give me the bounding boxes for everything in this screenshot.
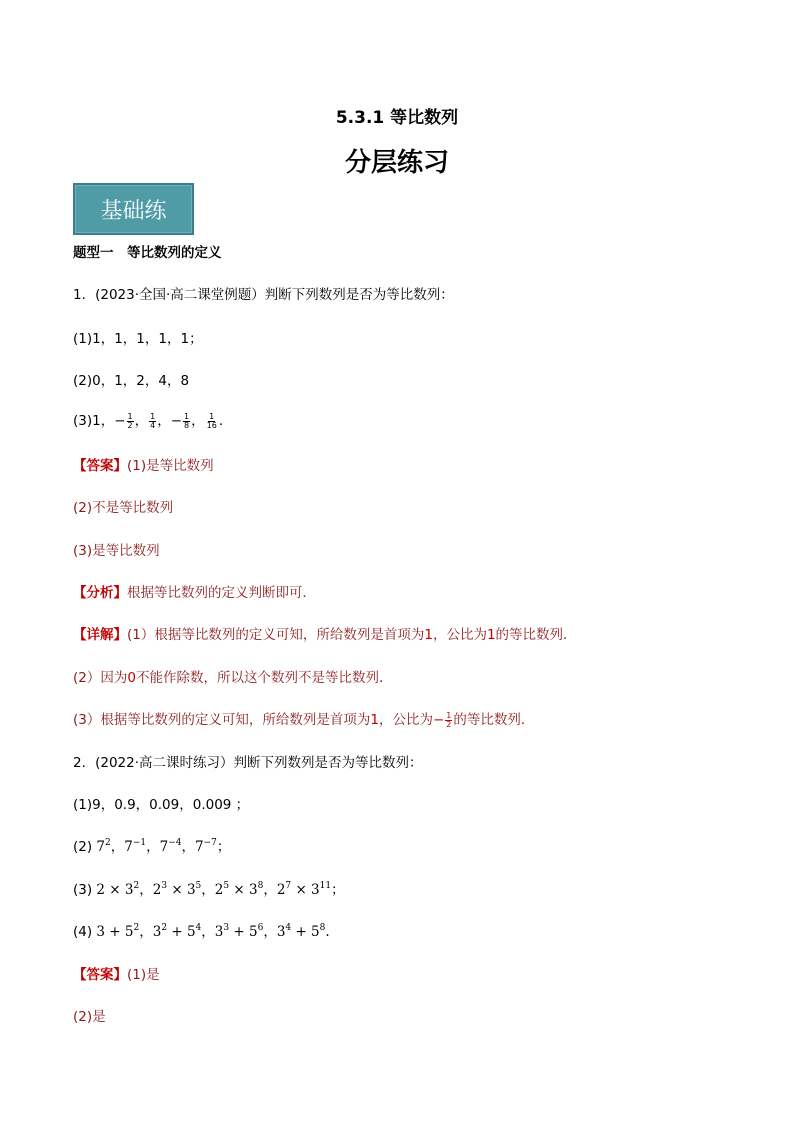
fraction: $\frac{1}{16}$ (206, 411, 217, 430)
q1-detail-1: 【详解】(1）根据等比数列的定义可知，所给数列是首项为1，公比为1的等比数列． (73, 627, 577, 643)
q1-answer-1: 【答案】(1)是等比数列 (73, 458, 214, 474)
q2-answer-1: 【答案】(1)是 (73, 967, 160, 983)
page-title: 5.3.1 等比数列 (335, 108, 459, 128)
q1-answer-2: (2)不是等比数列 (73, 500, 174, 516)
q1-item-2: (2)0，1，2，4，8 (73, 373, 190, 389)
section-heading: 题型一 等比数列的定义 (73, 245, 222, 261)
q2-answer-2: (2)是 (73, 1009, 106, 1025)
q2-item-1: (1)9，0.9，0.09，0.009 ； (73, 797, 250, 813)
fraction: $\frac{1}{2}$ (446, 710, 452, 729)
q2-stem: 2．(2022·高二课时练习）判断下列数列是否为等比数列： (73, 755, 423, 771)
q1-item-1: (1)1，1，1，1，1； (73, 331, 203, 347)
q1-answer-3: (3)是等比数列 (73, 543, 160, 559)
level-badge: 基础练 (73, 183, 194, 235)
q2-item-3: (3) $2 \times 3^2$，$2^3 \times 3^5$，$2^5 \times 3^8$，$2^7 \times 3^{11}$； (73, 881, 345, 898)
fraction: $\frac{1}{8}$ (184, 411, 190, 430)
page-subtitle: 分层练习 (344, 148, 449, 178)
q1-item-3: (3)1，− $\frac{1}{2}$ ， $\frac{1}{4}$ ，− $\frac{1}{8}$ ， $\frac{1}{16}$ . (73, 411, 224, 430)
q1-detail-3: (3）根据等比数列的定义可知，所给数列是首项为1，公比为− $\frac{1}{2}$ 的等比数列． (73, 710, 535, 729)
q1-stem: 1．(2023·全国·高二课堂例题）判断下列数列是否为等比数列： (73, 287, 454, 303)
q1-detail-2: (2）因为0不能作除数，所以这个数列不是等比数列． (73, 670, 393, 686)
fraction: $\frac{1}{4}$ (150, 411, 156, 430)
q1-analysis: 【分析】根据等比数列的定义判断即可． (73, 585, 316, 601)
q2-item-2: (2) $7^2$，$7^{-1}$，$7^{-4}$，$7^{-7}$； (73, 838, 231, 855)
fraction: $\frac{1}{2}$ (127, 411, 133, 430)
q2-item-4: (4) $3 + 5^2$，$3^2 + 5^4$，$3^3 + 5^6$，$3^4 + 5^8$. (73, 923, 330, 940)
